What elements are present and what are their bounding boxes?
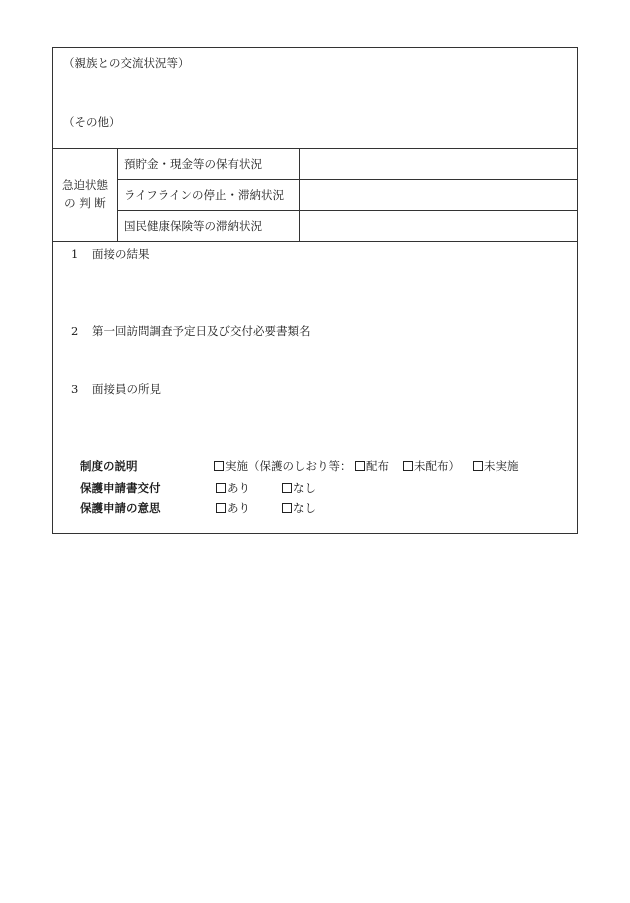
not-implemented-label: 未実施 <box>484 459 519 473</box>
no-label: なし <box>293 501 316 515</box>
interview-record-form <box>52 47 578 534</box>
divider <box>53 241 577 242</box>
divider <box>117 179 577 180</box>
urgency-label-line1: 急迫状態 <box>62 178 108 192</box>
application-form-no-option[interactable] <box>282 481 316 495</box>
insurance-arrears-label: 国民健康保険等の滞納状況 <box>124 219 262 233</box>
implemented-option[interactable] <box>214 459 352 473</box>
checkbox[interactable] <box>282 483 292 493</box>
section-1-title: 面接の結果 <box>92 247 150 261</box>
not-distributed-option[interactable] <box>403 459 460 473</box>
section-1-number: 1 <box>71 247 79 261</box>
checkbox[interactable] <box>355 461 365 471</box>
yes-label: あり <box>227 481 250 495</box>
divider <box>53 148 577 149</box>
implemented-label: 実施（保護のしおり等： <box>225 459 352 473</box>
application-form-delivery-label: 保護申請書交付 <box>80 481 161 495</box>
application-form-yes-option[interactable] <box>216 481 250 495</box>
urgency-judgment-label <box>53 176 117 212</box>
divider <box>117 210 577 211</box>
section-3-number: 3 <box>71 382 79 396</box>
section-2-title: 第一回訪問調査予定日及び交付必要書類名 <box>92 324 311 338</box>
checkbox[interactable] <box>403 461 413 471</box>
system-explanation-label: 制度の説明 <box>80 459 138 473</box>
urgency-label-line2: の 判 断 <box>64 196 106 210</box>
divider <box>299 148 300 241</box>
checkbox[interactable] <box>282 503 292 513</box>
yes-label: あり <box>227 501 250 515</box>
application-intent-label: 保護申請の意思 <box>80 501 161 515</box>
no-label: なし <box>293 481 316 495</box>
distributed-option[interactable] <box>355 459 389 473</box>
checkbox[interactable] <box>214 461 224 471</box>
divider <box>117 148 118 241</box>
not-distributed-label: 未配布） <box>414 459 460 473</box>
distributed-label: 配布 <box>366 459 389 473</box>
section-3-title: 面接員の所見 <box>92 382 161 396</box>
section-2-number: 2 <box>71 324 79 338</box>
application-intent-no-option[interactable] <box>282 501 316 515</box>
application-intent-yes-option[interactable] <box>216 501 250 515</box>
family-exchange-label: （親族との交流状況等） <box>63 56 190 70</box>
checkbox[interactable] <box>216 503 226 513</box>
not-implemented-option[interactable] <box>473 459 519 473</box>
other-label: （その他） <box>63 115 121 129</box>
savings-status-label: 預貯金・現金等の保有状況 <box>124 157 262 171</box>
checkbox[interactable] <box>216 483 226 493</box>
lifeline-status-label: ライフラインの停止・滞納状況 <box>124 188 284 202</box>
checkbox[interactable] <box>473 461 483 471</box>
